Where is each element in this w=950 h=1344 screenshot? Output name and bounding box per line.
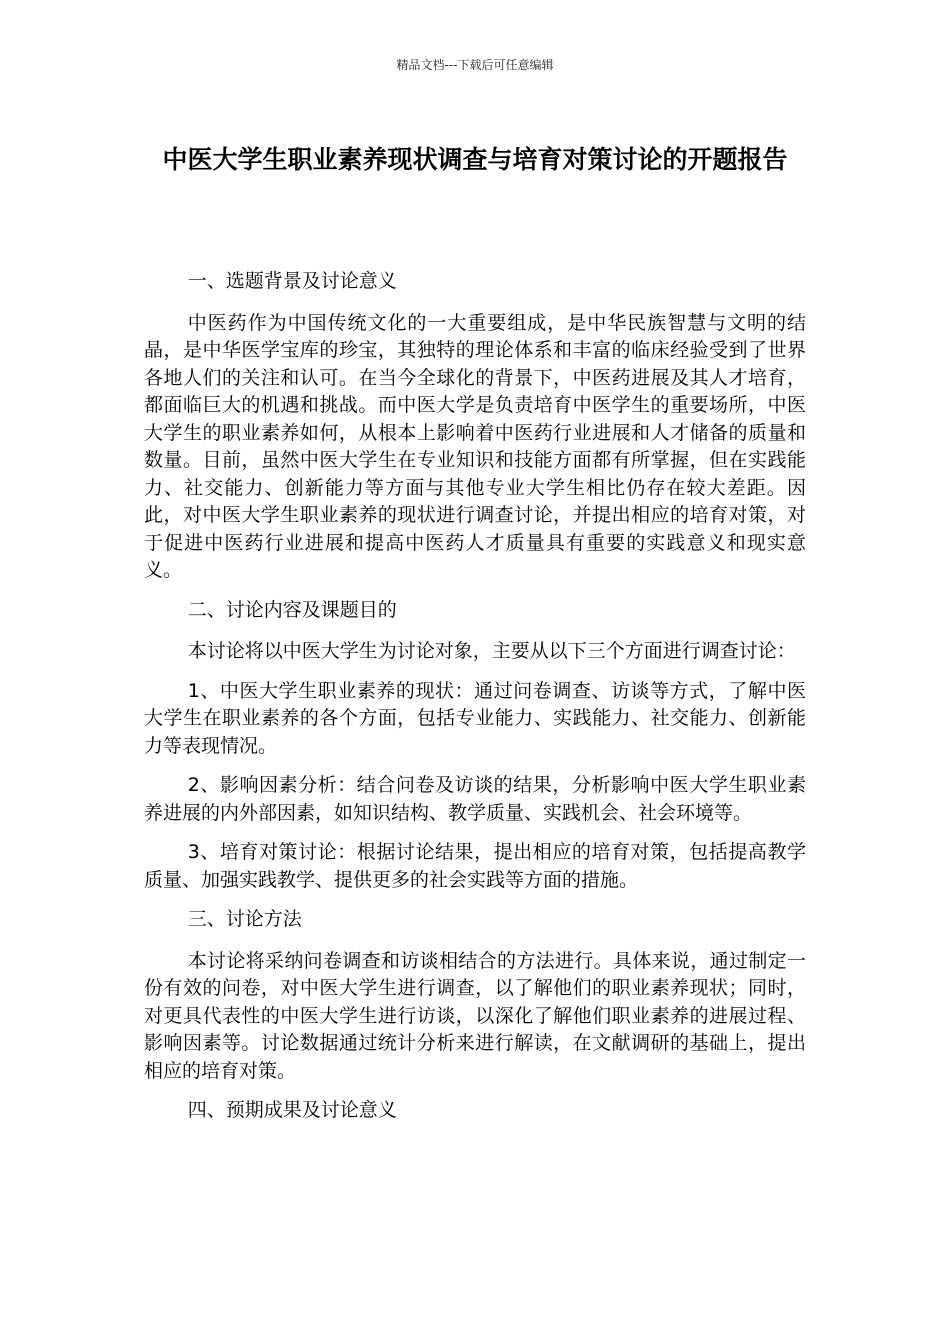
list-paragraph-item: 1、中医大学生职业素养的现状：通过问卷调查、访谈等方式，了解中医大学生在职业素养的各个方面，包括专业能力、实践能力、社交能力、创新能力等表现情况。 xyxy=(144,679,806,757)
document-title: 中医大学生职业素养现状调查与培育对策讨论的开题报告 xyxy=(162,145,788,174)
section-heading: 四、预期成果及讨论意义 xyxy=(187,1099,397,1121)
paragraph: 本讨论将以中医大学生为讨论对象，主要从以下三个方面进行调查讨论： xyxy=(187,640,796,662)
paragraph: 中医药作为中国传统文化的一大重要组成，是中华民族智慧与文明的结晶，是中华医学宝库的珍宝，其独特的理论体系和丰富的临床经验受到了世界各地人们的关注和认可。在当今全球化的背景下，中医药进展及其人才培育，都面临巨大的机遇和挑战。而中医大学是负责培育中医学生的重要场所，中医大学生的职业素养如何，从根本上影响着中医药行业进展和人才储备的质量和数量。目前，虽然中医大学生在专业知识和技能方面都有所掌握，但在实践能力、社交能力、创新能力等方面与其他专业大学生相比仍存在较大差距。因此，对中医大学生职业素养的现状进行调查讨论，并提出相应的培育对策，对于促进中医药行业进展和提高中医药人才质量具有重要的实践意义和现实意义。 xyxy=(144,311,806,581)
paragraph: 本讨论将采纳问卷调查和访谈相结合的方法进行。具体来说，通过制定一份有效的问卷，对中医大学生进行调查，以了解他们的职业素养现状；同时，对更具代表性的中医大学生进行访谈，以深化了解他们职业素养的进展过程、影响因素等。讨论数据通过统计分析来进行解读，在文献调研的基础上，提出相应的培育对策。 xyxy=(144,949,806,1082)
section-heading: 三、讨论方法 xyxy=(187,908,302,930)
list-paragraph-item: 3、培育对策讨论：根据讨论结果，提出相应的培育对策，包括提高教学质量、加强实践教学、提供更多的社会实践等方面的措施。 xyxy=(144,841,806,891)
document-body xyxy=(144,268,806,1139)
list-paragraph-item: 2、影响因素分析：结合问卷及访谈的结果，分析影响中医大学生职业素养进展的内外部因素，如知识结构、教学质量、实践机会、社会环境等。 xyxy=(144,774,806,824)
page-header: 精品文档---下载后可任意编辑 xyxy=(396,58,554,72)
section-heading: 一、选题背景及讨论意义 xyxy=(187,270,397,292)
section-heading: 二、讨论内容及课题目的 xyxy=(187,598,397,621)
